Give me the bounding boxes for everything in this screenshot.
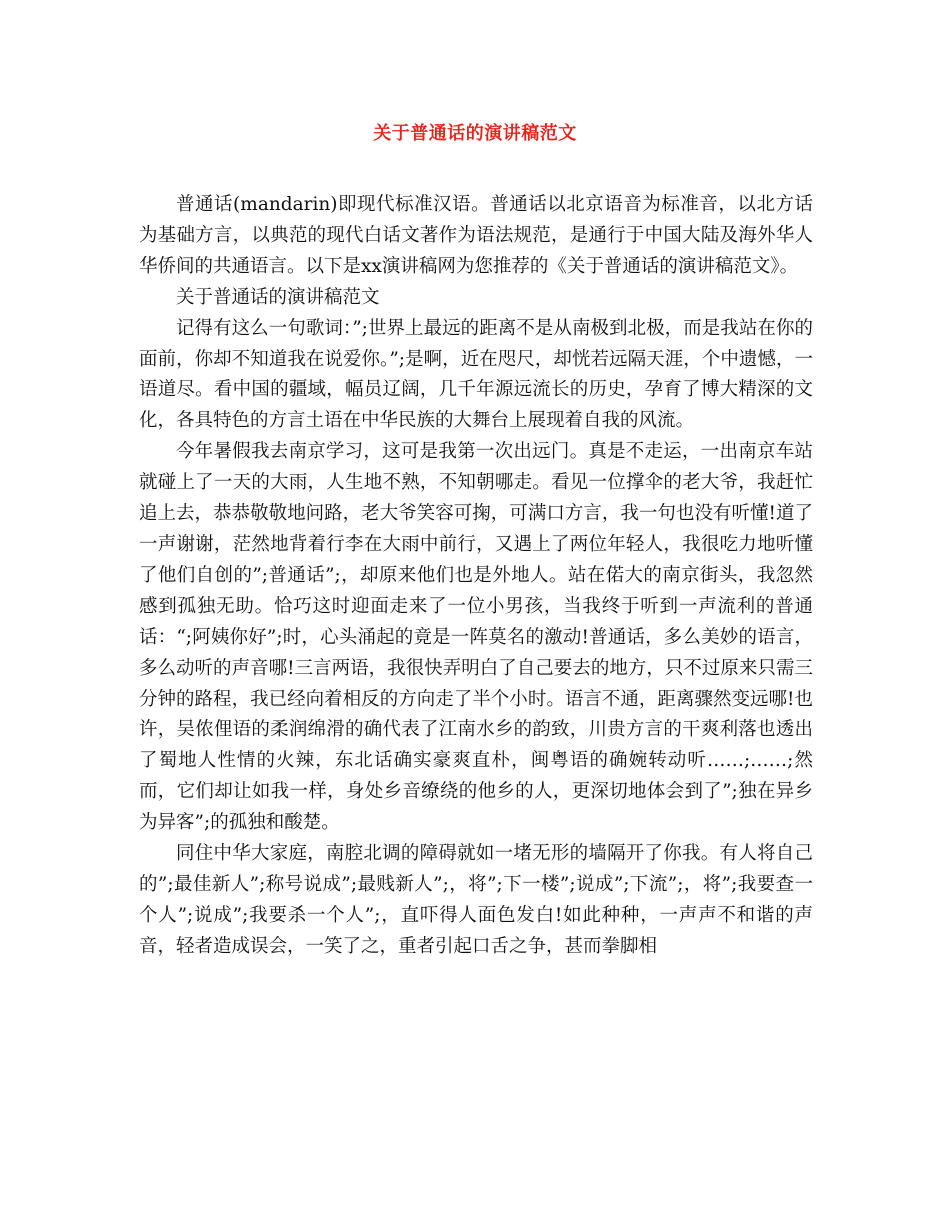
paragraph: 关于普通话的演讲稿范文 (176, 286, 380, 308)
paragraph: 今年暑假我去南京学习，这可是我第一次出远门。真是不走运，一出南京车站就碰上了一天的大雨，人生地不熟，不知朝哪走。看见一位撑伞的老大爷，我赶忙追上去，恭恭敬敬地问路，老大爷笑容可掬，可满口方言，我一句也没有听懂!道了一声谢谢，茫然地背着行李在大雨中前行，又遇上了两位年轻人，我很吃力地听懂了他们自创的”;普通话”;，却原来他们也是外地人。站在偌大的南京街头，我忽然感到孤独无助。恰巧这时迎面走来了一位小男孩，当我终于听到一声流利的普通话：“;阿姨你好”;时，心头涌起的竟是一阵莫名的激动!普通话，多么美妙的语言，多么动听的声音哪!三言两语，我很快弄明白了自己要去的地方，只不过原来只需三分钟的路程，我已经向着相反的方向走了半个小时。语言不通，距离骤然变远哪!也许，吴侬俚语的柔润绵滑的确代表了江南水乡的韵致，川贵方言的干爽利落也透出了蜀地人性情的火辣，东北话确实豪爽直朴，闽粤语的确婉转动听……;……;然而，它们却让如我一样，身处乡音缭绕的他乡的人，更深切地体会到了”;独在异乡为异客”;的孤独和酸楚。 (139, 441, 813, 834)
paragraph: 普通话(mandarin)即现代标准汉语。普通话以北京语音为标准音，以北方话为基础方言，以典范的现代白话文著作为语法规范，是通行于中国大陆及海外华人华侨间的共通语言。以下是xx演讲稿网为您推荐的《关于普通话的演讲稿范文》。 (139, 194, 813, 277)
document-title: 关于普通话的演讲稿范文 (373, 123, 577, 144)
paragraph: 记得有这么一句歌词：”;世界上最远的距离不是从南极到北极，而是我站在你的面前，你却不知道我在说爱你。”;是啊，近在咫尺，却恍若远隔天涯，个中遗憾，一语道尽。看中国的疆域，幅员辽阔，几千年源远流长的历史，孕育了博大精深的文化，各具特色的方言土语在中华民族的大舞台上展现着自我的风流。 (139, 317, 813, 432)
paragraph: 同住中华大家庭，南腔北调的障碍就如一堵无形的墙隔开了你我。有人将自己的”;最佳新人”;称号说成”;最贱新人”;，将”;下一楼”;说成”;下流”;，将”;我要查一个人”;说成”;我要杀一个人”;，直吓得人面色发白!如此种种，一声声不和谐的声音，轻者造成误会，一笑了之，重者引起口舌之争，甚而拳脚相 (139, 843, 813, 957)
document-body (139, 190, 813, 963)
